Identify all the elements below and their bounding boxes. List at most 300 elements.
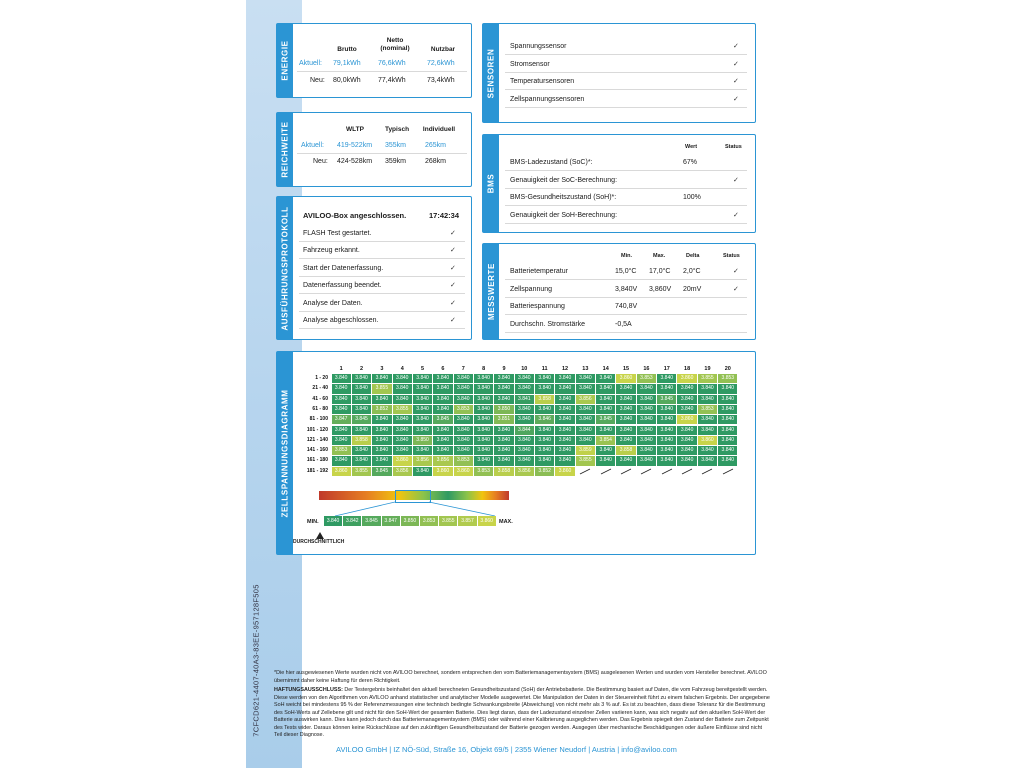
cell-value: 3.840 bbox=[657, 415, 676, 424]
cell-value: 3.840 bbox=[454, 426, 473, 435]
cell-value: 3.846 bbox=[535, 415, 554, 424]
column-header: 17 bbox=[663, 366, 670, 372]
cell-value: 3.840 bbox=[616, 415, 635, 424]
legend-value: 3.857 bbox=[458, 516, 476, 526]
cell-value: 3.840 bbox=[352, 446, 371, 455]
cell-value: 3.840 bbox=[555, 405, 574, 414]
range-new-individuell: 268km bbox=[425, 158, 447, 165]
cell-value: 3.840 bbox=[677, 395, 696, 404]
cell-value: 3.840 bbox=[494, 374, 513, 383]
range-col-typisch: Typisch bbox=[384, 126, 410, 133]
meas-divider bbox=[505, 332, 747, 333]
meas-divider bbox=[505, 279, 747, 280]
cell-value: 3.840 bbox=[677, 426, 696, 435]
report-page bbox=[246, 0, 776, 768]
protocol-divider bbox=[299, 241, 465, 242]
cell-value: 3.840 bbox=[413, 374, 432, 383]
cell-value: 3.860 bbox=[332, 467, 351, 476]
cell-value: 3.859 bbox=[576, 446, 595, 455]
bms-tab: BMS bbox=[483, 135, 499, 232]
range-new-label: Neu: bbox=[313, 158, 328, 165]
cell-value: 3.855 bbox=[698, 374, 717, 383]
cell-value: 3.860 bbox=[698, 436, 717, 445]
protocol-tab: AUSFÜHRUNGSPROTOKOLL bbox=[277, 197, 293, 339]
check-icon: ✓ bbox=[450, 264, 456, 272]
measurements-tab: MESSWERTE bbox=[483, 244, 499, 339]
cell-value: 3.855 bbox=[352, 467, 371, 476]
check-icon: ✓ bbox=[733, 211, 739, 219]
cell-value: 3.840 bbox=[393, 415, 412, 424]
check-icon: ✓ bbox=[733, 78, 739, 86]
range-new-wltp: 424-528km bbox=[337, 158, 373, 165]
cell-value: 3.840 bbox=[454, 415, 473, 424]
range-tab: REICHWEITE bbox=[277, 113, 293, 186]
protocol-divider bbox=[299, 311, 465, 312]
cell-value: 3.840 bbox=[576, 384, 595, 393]
cell-value: 3.840 bbox=[657, 456, 676, 465]
cell-value: 3.840 bbox=[535, 405, 554, 414]
cell-value: 3.840 bbox=[352, 384, 371, 393]
cell-value: 3.840 bbox=[474, 384, 493, 393]
meas-item-label: Zellspannung bbox=[510, 285, 553, 293]
cell-value: 3.855 bbox=[576, 456, 595, 465]
cell-value: 3.858 bbox=[616, 446, 635, 455]
cell-value: 3.850 bbox=[413, 436, 432, 445]
row-label: 81 - 100 bbox=[309, 416, 328, 423]
cell-voltage-card bbox=[276, 351, 756, 555]
cell-value: 3.840 bbox=[637, 436, 656, 445]
energy-col-netto: Netto (nominal) bbox=[380, 37, 410, 52]
cell-value: 3.855 bbox=[372, 384, 391, 393]
cell-value: 3.858 bbox=[535, 395, 554, 404]
cell-value: 3.856 bbox=[413, 456, 432, 465]
sensor-divider bbox=[505, 107, 747, 108]
cell-value: 3.840 bbox=[657, 446, 676, 455]
measurements-card bbox=[482, 243, 756, 340]
cell-value: 3.840 bbox=[515, 456, 534, 465]
cell-value: 3.840 bbox=[698, 426, 717, 435]
cell-value: 3.840 bbox=[637, 446, 656, 455]
meas-item-label: Batterietemperatur bbox=[510, 268, 568, 275]
cell-value: 3.853 bbox=[718, 374, 737, 383]
legend-value: 3.845 bbox=[362, 516, 380, 526]
check-icon: ✓ bbox=[733, 268, 739, 275]
cell-value: 3.860 bbox=[555, 467, 574, 476]
sensor-item: Zellspannungssensoren bbox=[510, 95, 585, 103]
row-label: 61 - 80 bbox=[312, 405, 328, 412]
cell-value: 3.840 bbox=[535, 436, 554, 445]
cell-value: 3.840 bbox=[637, 415, 656, 424]
cell-value: 3.840 bbox=[718, 446, 737, 455]
cell-value: 3.853 bbox=[454, 456, 473, 465]
bms-card bbox=[482, 134, 756, 233]
cell-value: 3.860 bbox=[454, 467, 473, 476]
cell-value: 3.840 bbox=[474, 426, 493, 435]
cell-value: 3.840 bbox=[616, 436, 635, 445]
cell-value: 3.840 bbox=[454, 374, 473, 383]
cell-value: 3.840 bbox=[637, 405, 656, 414]
row-label: 121 - 140 bbox=[306, 436, 328, 443]
meas-item-min: 740,8V bbox=[615, 303, 638, 311]
column-header: 12 bbox=[561, 366, 569, 372]
sensor-item: Stromsensor bbox=[510, 60, 550, 68]
cell-value: 3.840 bbox=[637, 456, 656, 465]
cell-value: 3.840 bbox=[515, 415, 534, 424]
cell-value: 3.840 bbox=[677, 456, 696, 465]
cell-value: 3.840 bbox=[718, 456, 737, 465]
cell-value: 3.840 bbox=[718, 426, 737, 435]
energy-current-label: Aktuell: bbox=[299, 60, 322, 67]
meas-divider bbox=[505, 314, 747, 315]
cell-value: 3.840 bbox=[494, 426, 513, 435]
cell-value: 3.840 bbox=[616, 405, 635, 414]
cell-value: 3.840 bbox=[433, 395, 452, 404]
cell-value: 3.840 bbox=[515, 446, 534, 455]
energy-tab: ENERGIE bbox=[277, 24, 293, 97]
meas-item-min: 3,840V bbox=[615, 285, 638, 293]
row-label: 141 - 160 bbox=[306, 447, 328, 454]
cell-value: 3.840 bbox=[637, 384, 656, 393]
cell-value: 3.840 bbox=[393, 436, 412, 445]
cell-value: 3.847 bbox=[332, 415, 351, 424]
meas-item-delta: 20mV bbox=[683, 285, 702, 293]
column-header: 11 bbox=[541, 366, 548, 372]
cell-value: 3.840 bbox=[555, 456, 574, 465]
bms-item-label: Genauigkeit der SoH-Berechnung: bbox=[510, 211, 618, 219]
protocol-time: 17:42:34 bbox=[429, 211, 460, 220]
cell-value: 3.840 bbox=[535, 456, 554, 465]
cell-value: 3.840 bbox=[413, 395, 432, 404]
energy-current-nutzbar: 72,6kWh bbox=[427, 60, 455, 67]
cell-value: 3.840 bbox=[372, 436, 391, 445]
column-header: 18 bbox=[684, 366, 691, 372]
energy-current-brutto: 79,1kWh bbox=[333, 60, 361, 67]
range-card bbox=[276, 112, 472, 187]
column-header: 7 bbox=[461, 366, 465, 372]
cell-value: 3.855 bbox=[393, 405, 412, 414]
cell-value: 3.840 bbox=[474, 374, 493, 383]
bms-col-status: Status bbox=[725, 144, 742, 150]
cell-value: 3.850 bbox=[494, 405, 513, 414]
cell-value: 3.840 bbox=[555, 436, 574, 445]
energy-new-label: Neu: bbox=[310, 77, 325, 84]
meas-col-min: Min. bbox=[621, 253, 632, 259]
cell-value: 3.840 bbox=[332, 384, 351, 393]
meas-item-max: 17,0°C bbox=[649, 268, 671, 275]
energy-new-netto: 77,4kWh bbox=[378, 77, 406, 84]
cell-value: 3.840 bbox=[698, 384, 717, 393]
energy-new-brutto: 80,0kWh bbox=[333, 77, 361, 84]
row-label: 21 - 40 bbox=[312, 385, 328, 392]
cell-value: 3.840 bbox=[616, 456, 635, 465]
bms-col-value: Wert bbox=[685, 144, 698, 150]
cell-value: 3.840 bbox=[494, 456, 513, 465]
meas-item-delta: 2,0°C bbox=[683, 268, 701, 275]
cell-value: 3.840 bbox=[393, 374, 412, 383]
protocol-item: Analyse abgeschlossen. bbox=[303, 317, 379, 324]
legend-value: 3.842 bbox=[343, 516, 361, 526]
check-icon: ✓ bbox=[450, 282, 456, 290]
cell-value: 3.840 bbox=[576, 426, 595, 435]
cell-value: 3.840 bbox=[352, 456, 371, 465]
cell-value: 3.840 bbox=[576, 405, 595, 414]
column-header: 1 bbox=[339, 366, 343, 372]
cell-value: 3.840 bbox=[413, 384, 432, 393]
range-current-typisch: 355km bbox=[385, 142, 407, 149]
cell-value: 3.840 bbox=[535, 446, 554, 455]
bms-item-label: Genauigkeit der SoC-Berechnung: bbox=[510, 176, 618, 184]
cell-value: 3.840 bbox=[515, 374, 534, 383]
cell-value: 3.840 bbox=[657, 405, 676, 414]
check-icon: ✓ bbox=[733, 43, 739, 50]
cell-value: 3.860 bbox=[393, 456, 412, 465]
cell-value: 3.853 bbox=[332, 446, 351, 455]
cell-value: 3.840 bbox=[596, 384, 615, 393]
document-id: 7CFCD621-4407-40A3-83EE-957128F505 bbox=[251, 583, 261, 737]
range-col-individuell: Individuell bbox=[422, 126, 456, 133]
cell-value: 3.840 bbox=[393, 384, 412, 393]
cell-value: 3.840 bbox=[413, 446, 432, 455]
cell-value: 3.840 bbox=[474, 436, 493, 445]
range-current-label: Aktuell: bbox=[301, 142, 324, 149]
cell-value: 3.840 bbox=[352, 405, 371, 414]
column-header: 9 bbox=[502, 366, 506, 372]
protocol-item: Start der Datenerfassung. bbox=[303, 264, 384, 272]
meas-item-max: 3,860V bbox=[649, 285, 672, 293]
legend-value: 3.855 bbox=[439, 516, 457, 526]
cell-value: 3.840 bbox=[596, 405, 615, 414]
cell-value: 3.840 bbox=[332, 436, 351, 445]
column-header: 2 bbox=[359, 366, 364, 372]
cell-value: 3.845 bbox=[596, 415, 615, 424]
cell-value: 3.840 bbox=[352, 374, 371, 383]
cell-value: 3.840 bbox=[372, 415, 391, 424]
cell-value: 3.840 bbox=[474, 405, 493, 414]
cell-value: 3.840 bbox=[474, 415, 493, 424]
cell-value: 3.840 bbox=[616, 426, 635, 435]
sensors-tab: SENSOREN bbox=[483, 24, 499, 122]
cell-value: 3.852 bbox=[372, 405, 391, 414]
cell-value: 3.840 bbox=[555, 384, 574, 393]
meas-col-delta: Delta bbox=[686, 253, 700, 259]
protocol-item: FLASH Test gestartet. bbox=[303, 230, 372, 237]
protocol-card bbox=[276, 196, 472, 340]
cell-value: 3.840 bbox=[637, 426, 656, 435]
column-header: 19 bbox=[704, 366, 711, 372]
meas-item-label: Durchschn. Stromstärke bbox=[510, 320, 586, 328]
cell-value: 3.860 bbox=[677, 415, 696, 424]
cell-value: 3.840 bbox=[596, 456, 615, 465]
row-label: 181 - 192 bbox=[306, 467, 328, 474]
cell-value: 3.840 bbox=[596, 374, 615, 383]
cell-value: 3.858 bbox=[494, 467, 513, 476]
cell-value: 3.856 bbox=[515, 467, 534, 476]
energy-card bbox=[276, 23, 472, 98]
energy-col-brutto: Brutto bbox=[337, 46, 357, 53]
scale-max-label: MAX. bbox=[499, 519, 513, 525]
cell-value: 3.840 bbox=[576, 374, 595, 383]
meas-col-status: Status bbox=[723, 253, 740, 259]
bms-divider bbox=[505, 170, 747, 171]
cell-value: 3.840 bbox=[332, 395, 351, 404]
protocol-item: Datenerfassung beendet. bbox=[303, 282, 382, 290]
cell-value: 3.840 bbox=[535, 374, 554, 383]
meas-item-label: Batteriespannung bbox=[510, 303, 565, 311]
cell-value: 3.840 bbox=[372, 395, 391, 404]
cell-value: 3.840 bbox=[372, 446, 391, 455]
column-header: 5 bbox=[421, 366, 425, 372]
protocol-header: AVILOO-Box angeschlossen. bbox=[303, 211, 407, 220]
protocol-divider bbox=[299, 328, 465, 329]
cell-value: 3.840 bbox=[698, 395, 717, 404]
protocol-divider bbox=[299, 276, 465, 277]
scale-min-label: MIN. bbox=[307, 519, 319, 525]
cell-value: 3.841 bbox=[515, 395, 534, 404]
cell-value: 3.840 bbox=[576, 415, 595, 424]
cell-value: 3.856 bbox=[433, 456, 452, 465]
cell-value: 3.840 bbox=[657, 374, 676, 383]
bms-divider bbox=[505, 223, 747, 224]
cell-value: 3.851 bbox=[494, 415, 513, 424]
cell-value: 3.840 bbox=[596, 395, 615, 404]
cell-value: 3.840 bbox=[718, 395, 737, 404]
bms-item-label: BMS-Gesundheitszustand (SoH)*: bbox=[510, 194, 617, 202]
cell-value: 3.840 bbox=[433, 384, 452, 393]
cell-value: 3.840 bbox=[352, 395, 371, 404]
legend-value: 3.853 bbox=[420, 516, 438, 526]
protocol-divider bbox=[299, 293, 465, 294]
protocol-divider bbox=[299, 258, 465, 259]
range-current-wltp: 419-522km bbox=[337, 142, 373, 149]
check-icon: ✓ bbox=[733, 60, 739, 68]
cell-value: 3.840 bbox=[698, 446, 717, 455]
meas-divider bbox=[505, 297, 747, 298]
cell-value: 3.840 bbox=[555, 446, 574, 455]
row-label: 161 - 180 bbox=[306, 457, 328, 464]
protocol-item: Fahrzeug erkannt. bbox=[303, 247, 360, 255]
cell-value: 3.840 bbox=[555, 395, 574, 404]
cell-value: 3.852 bbox=[535, 467, 554, 476]
sensor-divider bbox=[505, 72, 747, 73]
cell-value: 3.840 bbox=[372, 456, 391, 465]
row-label: 101 - 120 bbox=[306, 426, 328, 433]
cell-value: 3.840 bbox=[494, 395, 513, 404]
cell-value: 3.840 bbox=[555, 426, 574, 435]
cell-voltage-tab: ZELLSPANNUNGSDIAGRAMM bbox=[277, 352, 293, 554]
cell-value: 3.840 bbox=[515, 384, 534, 393]
cell-value: 3.856 bbox=[576, 395, 595, 404]
cell-value: 3.840 bbox=[433, 446, 452, 455]
column-header: 3 bbox=[380, 366, 384, 372]
cell-value: 3.840 bbox=[698, 456, 717, 465]
cell-value: 3.840 bbox=[657, 426, 676, 435]
column-header: 20 bbox=[724, 366, 731, 372]
cell-value: 3.840 bbox=[576, 436, 595, 445]
cell-value: 3.840 bbox=[474, 446, 493, 455]
sensor-item: Temperatursensoren bbox=[510, 78, 575, 86]
energy-col-nutzbar: Nutzbar bbox=[430, 46, 456, 53]
cell-value: 3.840 bbox=[677, 384, 696, 393]
average-label: DURCHSCHNITTLICH bbox=[293, 539, 345, 545]
check-icon: ✓ bbox=[450, 299, 456, 307]
cell-value: 3.845 bbox=[352, 415, 371, 424]
cell-value: 3.853 bbox=[474, 467, 493, 476]
column-header: 13 bbox=[582, 366, 589, 372]
cell-value: 3.840 bbox=[718, 436, 737, 445]
cell-value: 3.840 bbox=[433, 436, 452, 445]
column-header: 10 bbox=[521, 366, 528, 372]
meas-item-min: 15,0°C bbox=[615, 268, 637, 275]
cell-value: 3.840 bbox=[454, 384, 473, 393]
cell-value: 3.840 bbox=[372, 374, 391, 383]
row-label: 41 - 60 bbox=[312, 395, 328, 402]
cell-value: 3.840 bbox=[657, 436, 676, 445]
energy-current-netto: 76,6kWh bbox=[378, 60, 406, 67]
cell-value: 3.840 bbox=[555, 374, 574, 383]
column-header: 14 bbox=[602, 366, 609, 372]
meas-item-min: -0,5A bbox=[615, 320, 632, 328]
cell-value: 3.840 bbox=[474, 395, 493, 404]
range-current-individuell: 265km bbox=[425, 142, 447, 149]
cell-value: 3.840 bbox=[494, 436, 513, 445]
cell-value: 3.840 bbox=[433, 374, 452, 383]
cell-value: 3.840 bbox=[677, 405, 696, 414]
row-label: 1 - 20 bbox=[315, 375, 328, 381]
check-icon: ✓ bbox=[450, 247, 456, 255]
column-header: 8 bbox=[482, 366, 486, 372]
protocol-item: Analyse der Daten. bbox=[303, 299, 363, 307]
cell-value: 3.840 bbox=[474, 456, 493, 465]
footer-address: AVILOO GmbH | IZ NÖ-Süd, Straße 16, Objekt 69/5 | 2355 Wiener Neudorf | Austria | info@aviloo.com bbox=[336, 745, 677, 754]
column-header: 15 bbox=[623, 366, 630, 372]
cell-value: 3.840 bbox=[372, 426, 391, 435]
cell-value: 3.840 bbox=[393, 395, 412, 404]
column-header: 16 bbox=[643, 366, 650, 372]
cell-value: 3.840 bbox=[332, 426, 351, 435]
cell-value: 3.840 bbox=[393, 426, 412, 435]
cell-value: 3.840 bbox=[616, 395, 635, 404]
legend-value: 3.840 bbox=[324, 516, 342, 526]
cell-value: 3.840 bbox=[413, 405, 432, 414]
cell-value: 3.844 bbox=[515, 426, 534, 435]
cell-value: 3.840 bbox=[698, 415, 717, 424]
range-new-typisch: 359km bbox=[385, 158, 407, 165]
cell-value: 3.860 bbox=[677, 374, 696, 383]
cell-value: 3.840 bbox=[332, 405, 351, 414]
cell-value: 3.853 bbox=[637, 374, 656, 383]
range-col-wltp: WLTP bbox=[346, 126, 364, 133]
column-header: 6 bbox=[441, 366, 445, 372]
cell-value: 3.840 bbox=[494, 446, 513, 455]
cell-value: 3.840 bbox=[535, 426, 554, 435]
cell-value: 3.840 bbox=[393, 446, 412, 455]
footer-note: *Die hier ausgewiesenen Werte wurden nicht von AVILOO berechnet, sondern entsprechen den vom Batteriemanagementsystem (BMS) ausgelesenen Werten und wurden vom Hersteller berechnet. AVILOO übernimmt daher keine Haftung für deren Richtigkeit. bbox=[274, 670, 767, 684]
bms-item-value: 67% bbox=[683, 159, 698, 166]
average-marker-icon bbox=[316, 532, 324, 539]
meas-col-max: Max. bbox=[653, 253, 666, 259]
legend-value: 3.850 bbox=[401, 516, 419, 526]
cell-value: 3.853 bbox=[698, 405, 717, 414]
cell-value: 3.845 bbox=[657, 395, 676, 404]
cell-value: 3.840 bbox=[454, 436, 473, 445]
cell-value: 3.840 bbox=[677, 446, 696, 455]
cell-value: 3.840 bbox=[413, 467, 432, 476]
cell-value: 3.840 bbox=[454, 446, 473, 455]
cell-value: 3.840 bbox=[718, 405, 737, 414]
column-header: 4 bbox=[400, 366, 404, 372]
cell-value: 3.840 bbox=[433, 405, 452, 414]
cell-value: 3.840 bbox=[454, 395, 473, 404]
